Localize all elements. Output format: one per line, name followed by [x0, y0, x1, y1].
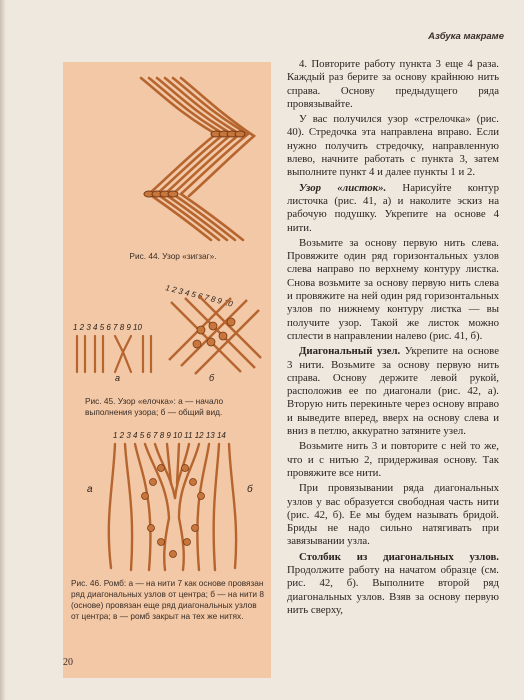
illustration-panel [63, 62, 271, 678]
paragraph-4: Возьмите за основу первую нить слева. Провяжите один ряд горизонтальных узлов слева направо по верхнему контуру листка. Снова возьмите за основу первую нить слева и провяжите на ней один ряд горизонтальных узлов по нижнему контуру листка — вы получите узор. Такой же листок можно сплести в направлении налево (рис. 41, б). [287, 236, 499, 342]
figure-45-label-b: б [209, 373, 215, 382]
paragraph-8-text: Продолжите работу на начатом образце (см. рис. 42, б). Выполните второй ряд диагональных узлов. Взяв за основу первую нить сверху, [287, 563, 499, 616]
page-number: 20 [63, 657, 73, 668]
paragraph-7: При провязывании ряда диагональных узлов у вас образуется свободная часть нити (рис. 42, б). Ее мы будем называть бридой. Бриды не надо сильно натягивать при завязывании узла. [287, 482, 499, 548]
paragraph-3-text: Нарисуйте контур листочка (рис. 41, а) и наколите эскиз на рабочую подушку. Укрепите на основе 4 нити. [287, 181, 499, 234]
figure-44-caption: Рис. 44. Узор «зигзаг». [129, 251, 217, 261]
paragraph-2: У вас получился узор «стрелочка» (рис. 40). Стредочка эта направлена вправо. Если нужно получить стредочку, направленную влево, начните работать с пункта 3, затем выполните пункт 4 и далее пункты 1 и 2. [287, 113, 499, 179]
figure-45-herringbone [71, 280, 267, 382]
paragraph-1: 4. Повторите работу пункта 3 еще 4 раза. Каждый раз берите за основу крайнюю нить справа. Основу предыдущего ряда провязывайте. [287, 58, 499, 110]
figure-45-numbers-b: 1 2 3 4 5 6 7 8 9 10 [164, 283, 234, 309]
page-edge-shadow [0, 0, 6, 700]
paragraph-8 [287, 551, 499, 617]
figure-45-caption: Рис. 45. Узор «елочка»: а — начало выполнения узора; б — общий вид. [85, 396, 224, 417]
figure-46-numbers: 1 2 3 4 5 6 7 8 9 10 11 12 13 14 [113, 431, 226, 440]
heading-leaf-pattern: Узор «листок». [299, 181, 387, 194]
heading-diagonal-knot: Диагональный узел. [299, 345, 401, 358]
paragraph-5 [287, 345, 499, 438]
text-column [287, 58, 499, 617]
figure-46-rhombus [75, 428, 267, 576]
figure-44-zigzag [121, 74, 261, 244]
heading-diagonal-column: Столбик из диагональных узлов. [299, 550, 499, 563]
paragraph-5-text: Укрепите на основе 3 нити. Возьмите за основу первую нить справа. Основу держите левой рукой, расположив ее по диагонали (рис. 42, а). Вторую нить перекиньте через основу вправо и выведите вперед, вверх на основу слева и вниз в петлю, аккуратно затяните узел. [287, 345, 499, 438]
running-title: Азбука макраме [428, 31, 504, 42]
paragraph-3 [287, 182, 499, 235]
figure-45-label-a: a [115, 373, 121, 382]
figure-46-caption: Рис. 46. Ромб: а — на нити 7 как основе провязан ряд диагональных узлов от центра; б — на нити 8 (основе) провязан еще ряд диагональных узлов от центра; в — ромб закрыт на тех же нитях. [71, 578, 264, 621]
figure-46-label-a: a [87, 484, 93, 495]
paragraph-6: Возьмите нить 3 и повторите с ней то же, что и с нитью 2, придерживая основу. Так провяжите все нити. [287, 440, 499, 479]
figure-46-label-b: б [247, 484, 253, 495]
figure-45-numbers-a: 1 2 3 4 5 6 7 8 9 10 [73, 323, 142, 332]
